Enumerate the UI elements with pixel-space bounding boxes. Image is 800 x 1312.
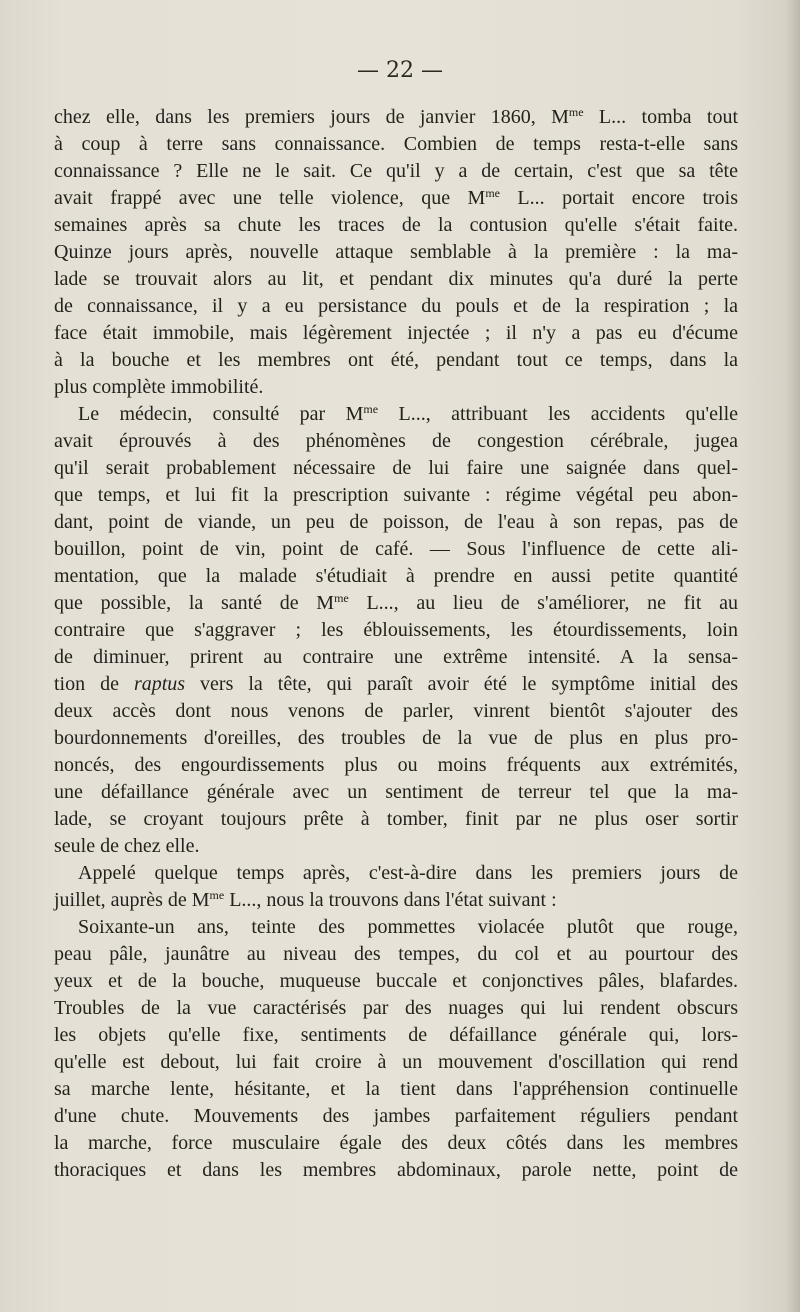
text-line: yeux et de la bouche, muqueuse buccale et conjonctives pâles, blafardes. (54, 970, 738, 992)
text-line: contraire que s'aggraver ; les éblouissements, les étourdissements, loin (54, 619, 738, 641)
text-line: sa marche lente, hésitante, et la tient dans l'appréhension continuelle (54, 1078, 738, 1100)
text-line: que temps, et lui fit la prescription suivante : régime végétal peu abon- (54, 484, 738, 506)
text-line: Quinze jours après, nouvelle attaque semblable à la première : la ma- (54, 241, 738, 263)
text-line: la marche, force musculaire égale des deux côtés dans les membres (54, 1132, 738, 1154)
text-line: lade, se croyant toujours prête à tomber, finit par ne plus oser sortir (54, 808, 738, 830)
text-line: face était immobile, mais légèrement injectée ; il n'y a pas eu d'écume (54, 322, 738, 344)
text-line: les objets qu'elle fixe, sentiments de défaillance générale qui, lors- (54, 1024, 738, 1046)
text-line: tion de raptus vers la tête, qui paraît avoir été le symptôme initial des (54, 673, 738, 695)
page-edge-shadow (786, 0, 800, 1312)
text-line: une défaillance générale avec un sentiment de terreur tel que la ma- (54, 781, 738, 803)
text-line: Le médecin, consulté par $M^{me}$ L..., attribuant les accidents qu'elle (78, 402, 738, 425)
text-line: Troubles de la vue caractérisés par des nuages qui lui rendent obscurs (54, 997, 738, 1019)
text-line: bouillon, point de vin, point de café. — Sous l'influence de cette ali- (54, 538, 738, 560)
text-line: à la bouche et les membres ont été, pendant tout ce temps, dans la (54, 349, 738, 371)
text-line: mentation, que la malade s'étudiait à prendre en aussi petite quantité (54, 565, 738, 587)
text-line: plus complète immobilité. (54, 376, 264, 398)
text-line: à coup à terre sans connaissance. Combien de temps resta-t-elle sans (54, 133, 738, 155)
body-text (54, 104, 738, 1184)
text-line: semaines après sa chute les traces de la contusion qu'elle s'était faite. (54, 214, 738, 236)
text-line: bourdonnements d'oreilles, des troubles de la vue de plus en plus pro- (54, 727, 738, 749)
text-line: qu'il serait probablement nécessaire de lui faire une saignée dans quel- (54, 457, 738, 479)
text-line: lade se trouvait alors au lit, et pendant dix minutes qu'a duré la perte (54, 268, 738, 290)
text-line: avait frappé avec une telle violence, que $M^{me}$ L... portait encore trois (54, 186, 738, 209)
text-line: dant, point de viande, un peu de poisson, de l'eau à son repas, pas de (54, 511, 738, 533)
text-line: seule de chez elle. (54, 835, 200, 857)
text-line: Soixante-un ans, teinte des pommettes violacée plutôt que rouge, (78, 916, 738, 938)
text-line: de diminuer, prirent au contraire une extrême intensité. A la sensa- (54, 646, 738, 668)
text-line: Appelé quelque temps après, c'est-à-dire dans les premiers jours de (78, 862, 738, 884)
text-line: connaissance ? Elle ne le sait. Ce qu'il y a de certain, c'est que sa tête (54, 160, 738, 182)
text-line: avait éprouvés à des phénomènes de congestion cérébrale, jugea (54, 430, 738, 452)
text-line: deux accès dont nous venons de parler, vinrent bientôt s'ajouter des (54, 700, 738, 722)
text-line: thoraciques et dans les membres abdominaux, parole nette, point de (54, 1159, 738, 1181)
text-line: juillet, auprès de $M^{me}$ L..., nous la trouvons dans l'état suivant : (54, 888, 557, 911)
text-line: noncés, des engourdissements plus ou moins fréquents aux extrémités, (54, 754, 738, 776)
text-line: de connaissance, il y a eu persistance du pouls et de la respiration ; la (54, 295, 738, 317)
text-line: qu'elle est debout, lui fait croire à un mouvement d'oscillation qui rend (54, 1051, 738, 1073)
text-line: peau pâle, jaunâtre au niveau des tempes, du col et au pourtour des (54, 943, 738, 965)
text-line: d'une chute. Mouvements des jambes parfaitement réguliers pendant (54, 1105, 738, 1127)
page-number: — 22 — (357, 58, 443, 83)
text-line: que possible, la santé de $M^{me}$ L..., au lieu de s'améliorer, ne fit au (54, 591, 738, 614)
text-line: chez elle, dans les premiers jours de janvier 1860, $M^{me}$ L... tomba tout (54, 105, 738, 128)
